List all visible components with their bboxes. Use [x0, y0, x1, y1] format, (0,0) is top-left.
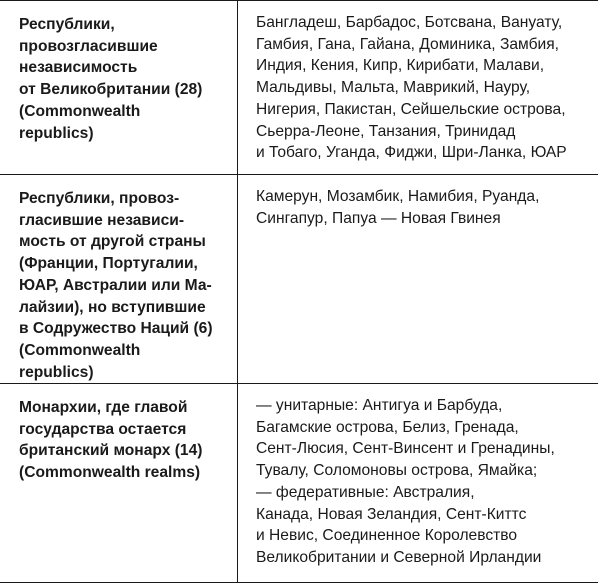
- category-cell: [19, 397, 231, 484]
- category-line: государства остается: [19, 420, 187, 438]
- countries-line: Камерун, Мозамбик, Намибия, Руанда,: [256, 188, 540, 205]
- category-line: (Франции, Португалии,: [19, 255, 198, 273]
- category-line: в Содружество Наций (6): [19, 320, 213, 338]
- category-line: Монархии, где главой: [19, 399, 188, 416]
- category-line: (Commonwealth: [19, 102, 141, 120]
- countries-line: Нигерия, Пакистан, Сейшельские острова,: [256, 100, 566, 118]
- countries-line: Канада, Новая Зеландия, Сент-Киттс: [256, 505, 527, 523]
- category-line: независимость: [19, 59, 138, 77]
- category-line: Республики,: [19, 16, 115, 33]
- countries-line: Тувалу, Соломоновы острова, Ямайка;: [256, 462, 538, 480]
- category-cell: [19, 14, 231, 144]
- table-row: [0, 175, 598, 384]
- countries-line: Гамбия, Гана, Гайана, Доминика, Замбия,: [256, 35, 560, 53]
- category-line: ЮАР, Австралии или Ма-: [19, 276, 212, 294]
- countries-line: Бангладеш, Барбадос, Ботсвана, Вануату,: [256, 14, 563, 31]
- category-line: провозгласившие: [19, 37, 158, 55]
- category-line: Республики, провоз-: [19, 190, 180, 207]
- countries-line: и Тобаго, Уганда, Фиджи, Шри-Ланка, ЮАР: [256, 144, 567, 162]
- countries-line: Великобритании и Северной Ирландии: [256, 548, 542, 566]
- countries-line: Мальдивы, Мальта, Маврикий, Науру,: [256, 79, 531, 97]
- countries-cell: [256, 12, 592, 164]
- category-line: лайзии), но вступившие: [19, 298, 206, 316]
- category-line: гласившие независи-: [19, 211, 185, 229]
- category-line: (Commonwealth realms): [19, 464, 201, 482]
- table-row: [0, 384, 598, 583]
- category-line: republics): [19, 363, 94, 381]
- table-row: [0, 1, 598, 175]
- category-line: британский монарх (14): [19, 442, 203, 460]
- countries-cell: [256, 186, 592, 229]
- countries-line: Индия, Кения, Кипр, Кирибати, Малави,: [256, 57, 545, 75]
- category-line: от Великобритании (28): [19, 81, 203, 99]
- category-line: republics): [19, 124, 94, 142]
- countries-line: — федеративные: Австралия,: [256, 483, 475, 501]
- countries-line: и Невис, Соединенное Королевство: [256, 527, 518, 545]
- countries-line: Сингапур, Папуа — Новая Гвинея: [256, 209, 501, 227]
- countries-line: Сьерра-Леоне, Танзания, Тринидад: [256, 122, 516, 140]
- countries-line: — унитарные: Антигуа и Барбуда,: [256, 397, 503, 414]
- countries-cell: [256, 395, 592, 569]
- column-divider: [237, 1, 238, 583]
- category-cell: [19, 188, 231, 383]
- countries-line: Сент-Люсия, Сент-Винсент и Гренадины,: [256, 440, 555, 458]
- countries-line: Багамские острова, Белиз, Гренада,: [256, 418, 519, 436]
- category-line: мость от другой страны: [19, 233, 206, 251]
- category-line: (Commonwealth: [19, 341, 141, 359]
